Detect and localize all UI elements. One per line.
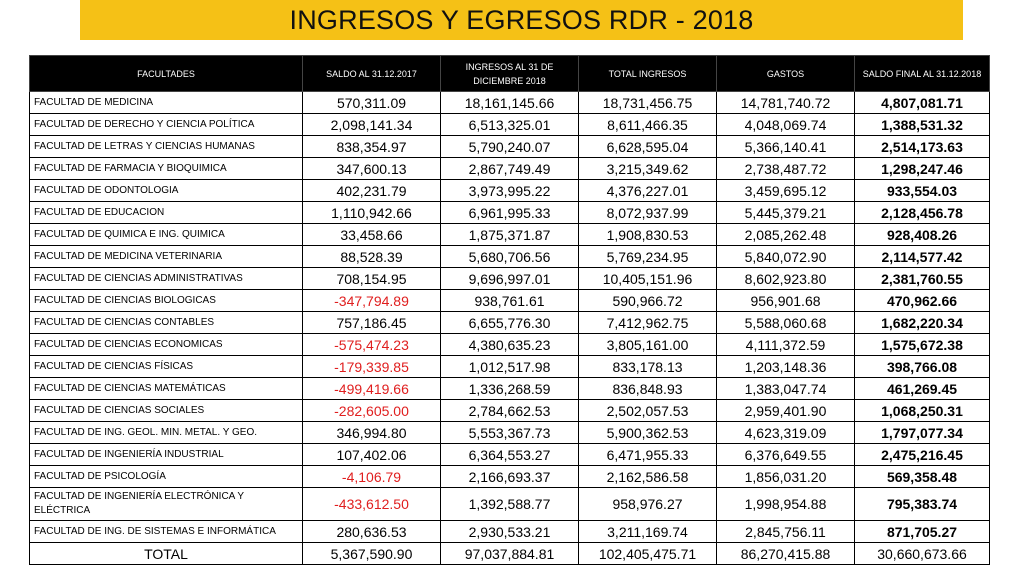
- row-saldo-final: 398,766.08: [855, 356, 990, 378]
- total-row: [30, 543, 990, 565]
- row-gastos: 14,781,740.72: [717, 92, 855, 114]
- table-row: [30, 202, 990, 224]
- row-saldo-2017: 708,154.95: [303, 268, 441, 290]
- row-facultad: FACULTAD DE ING. DE SISTEMAS E INFORMÁTICA: [30, 521, 303, 543]
- row-saldo-2017: 88,528.39: [303, 246, 441, 268]
- row-ingresos-2018: 1,875,371.87: [441, 224, 579, 246]
- row-gastos: 2,959,401.90: [717, 400, 855, 422]
- col-header-facultades: FACULTADES: [30, 56, 303, 92]
- row-saldo-final: 461,269.45: [855, 378, 990, 400]
- row-saldo-final: 4,807,081.71: [855, 92, 990, 114]
- row-saldo-2017: -347,794.89: [303, 290, 441, 312]
- row-saldo-final: 2,381,760.55: [855, 268, 990, 290]
- row-facultad: FACULTAD DE INGENIERÍA INDUSTRIAL: [30, 444, 303, 466]
- row-saldo-final: 871,705.27: [855, 521, 990, 543]
- row-total-ingresos: 8,611,466.35: [579, 114, 717, 136]
- row-total-ingresos: 5,769,234.95: [579, 246, 717, 268]
- row-ingresos-2018: 9,696,997.01: [441, 268, 579, 290]
- table-row: [30, 158, 990, 180]
- row-gastos: 956,901.68: [717, 290, 855, 312]
- row-saldo-2017: 402,231.79: [303, 180, 441, 202]
- table-body: [30, 92, 990, 543]
- row-saldo-2017: 1,110,942.66: [303, 202, 441, 224]
- row-saldo-final: 1,388,531.32: [855, 114, 990, 136]
- row-saldo-2017: 347,600.13: [303, 158, 441, 180]
- row-gastos: 5,445,379.21: [717, 202, 855, 224]
- row-gastos: 1,998,954.88: [717, 488, 855, 521]
- row-gastos: 5,366,140.41: [717, 136, 855, 158]
- row-gastos: 5,588,060.68: [717, 312, 855, 334]
- row-total-ingresos: 6,628,595.04: [579, 136, 717, 158]
- row-saldo-2017: -575,474.23: [303, 334, 441, 356]
- row-saldo-2017: 346,994.80: [303, 422, 441, 444]
- row-saldo-final: 1,797,077.34: [855, 422, 990, 444]
- row-saldo-2017: -499,419.66: [303, 378, 441, 400]
- row-facultad: FACULTAD DE FARMACIA Y BIOQUIMICA: [30, 158, 303, 180]
- row-facultad: FACULTAD DE CIENCIAS BIOLOGICAS: [30, 290, 303, 312]
- row-total-ingresos: 1,908,830.53: [579, 224, 717, 246]
- table-row: [30, 378, 990, 400]
- row-total-ingresos: 2,162,586.58: [579, 466, 717, 488]
- row-total-ingresos: 8,072,937.99: [579, 202, 717, 224]
- table-row: [30, 114, 990, 136]
- row-saldo-2017: 33,458.66: [303, 224, 441, 246]
- row-facultad: FACULTAD DE ODONTOLOGIA: [30, 180, 303, 202]
- row-total-ingresos: 10,405,151.96: [579, 268, 717, 290]
- row-ingresos-2018: 2,930,533.21: [441, 521, 579, 543]
- row-gastos: 1,856,031.20: [717, 466, 855, 488]
- row-saldo-2017: -282,605.00: [303, 400, 441, 422]
- row-total-ingresos: 836,848.93: [579, 378, 717, 400]
- table-row: [30, 334, 990, 356]
- row-total-ingresos: 4,376,227.01: [579, 180, 717, 202]
- table-row: [30, 268, 990, 290]
- row-saldo-2017: -4,106.79: [303, 466, 441, 488]
- row-saldo-final: 2,128,456.78: [855, 202, 990, 224]
- row-saldo-final: 928,408.26: [855, 224, 990, 246]
- col-header-saldo-2017: SALDO AL 31.12.2017: [303, 56, 441, 92]
- table-row: [30, 180, 990, 202]
- row-ingresos-2018: 5,790,240.07: [441, 136, 579, 158]
- row-ingresos-2018: 6,961,995.33: [441, 202, 579, 224]
- table-row: [30, 400, 990, 422]
- row-ingresos-2018: 5,553,367.73: [441, 422, 579, 444]
- row-gastos: 1,383,047.74: [717, 378, 855, 400]
- table-row: [30, 466, 990, 488]
- row-gastos: 2,845,756.11: [717, 521, 855, 543]
- row-total-ingresos: 3,215,349.62: [579, 158, 717, 180]
- table-row: [30, 312, 990, 334]
- row-ingresos-2018: 3,973,995.22: [441, 180, 579, 202]
- row-total-ingresos: 2,502,057.53: [579, 400, 717, 422]
- row-facultad: FACULTAD DE ING. GEOL. MIN. METAL. Y GEO.: [30, 422, 303, 444]
- row-saldo-2017: 838,354.97: [303, 136, 441, 158]
- row-saldo-final: 569,358.48: [855, 466, 990, 488]
- row-ingresos-2018: 1,012,517.98: [441, 356, 579, 378]
- row-saldo-final: 470,962.66: [855, 290, 990, 312]
- row-ingresos-2018: 4,380,635.23: [441, 334, 579, 356]
- table-row: [30, 224, 990, 246]
- row-total-ingresos: 590,966.72: [579, 290, 717, 312]
- row-total-ingresos: 5,900,362.53: [579, 422, 717, 444]
- income-expense-table: [29, 55, 990, 565]
- row-facultad: FACULTAD DE CIENCIAS CONTABLES: [30, 312, 303, 334]
- row-ingresos-2018: 1,392,588.77: [441, 488, 579, 521]
- row-facultad: FACULTAD DE PSICOLOGÍA: [30, 466, 303, 488]
- row-facultad: FACULTAD DE INGENIERÍA ELECTRÓNICA Y ELÉCTRICA: [30, 488, 303, 521]
- row-facultad: FACULTAD DE MEDICINA: [30, 92, 303, 114]
- row-facultad: FACULTAD DE QUIMICA E ING. QUIMICA: [30, 224, 303, 246]
- total-saldo: 5,367,590.90: [303, 543, 441, 565]
- row-saldo-2017: 107,402.06: [303, 444, 441, 466]
- table-row: [30, 444, 990, 466]
- row-total-ingresos: 7,412,962.75: [579, 312, 717, 334]
- table-row: [30, 422, 990, 444]
- row-ingresos-2018: 18,161,145.66: [441, 92, 579, 114]
- total-label: TOTAL: [30, 543, 303, 565]
- row-facultad: FACULTAD DE CIENCIAS FÍSICAS: [30, 356, 303, 378]
- col-header-total-ingresos: TOTAL INGRESOS: [579, 56, 717, 92]
- row-saldo-2017: 757,186.45: [303, 312, 441, 334]
- row-saldo-2017: 280,636.53: [303, 521, 441, 543]
- row-gastos: 2,085,262.48: [717, 224, 855, 246]
- row-gastos: 5,840,072.90: [717, 246, 855, 268]
- row-saldo-final: 933,554.03: [855, 180, 990, 202]
- row-facultad: FACULTAD DE CIENCIAS ADMINISTRATIVAS: [30, 268, 303, 290]
- row-gastos: 4,048,069.74: [717, 114, 855, 136]
- col-header-gastos: GASTOS: [717, 56, 855, 92]
- row-gastos: 3,459,695.12: [717, 180, 855, 202]
- row-saldo-final: 1,682,220.34: [855, 312, 990, 334]
- total-ingresos: 97,037,884.81: [441, 543, 579, 565]
- row-ingresos-2018: 2,166,693.37: [441, 466, 579, 488]
- row-gastos: 4,111,372.59: [717, 334, 855, 356]
- row-saldo-2017: 570,311.09: [303, 92, 441, 114]
- row-saldo-final: 2,514,173.63: [855, 136, 990, 158]
- total-final: 30,660,673.66: [855, 543, 990, 565]
- table-row: [30, 488, 990, 521]
- row-total-ingresos: 18,731,456.75: [579, 92, 717, 114]
- row-ingresos-2018: 1,336,268.59: [441, 378, 579, 400]
- table-row: [30, 246, 990, 268]
- row-ingresos-2018: 6,364,553.27: [441, 444, 579, 466]
- row-saldo-2017: 2,098,141.34: [303, 114, 441, 136]
- row-gastos: 2,738,487.72: [717, 158, 855, 180]
- table-row: [30, 136, 990, 158]
- row-gastos: 4,623,319.09: [717, 422, 855, 444]
- row-ingresos-2018: 2,784,662.53: [441, 400, 579, 422]
- row-facultad: FACULTAD DE LETRAS Y CIENCIAS HUMANAS: [30, 136, 303, 158]
- row-total-ingresos: 3,211,169.74: [579, 521, 717, 543]
- row-facultad: FACULTAD DE CIENCIAS SOCIALES: [30, 400, 303, 422]
- row-gastos: 8,602,923.80: [717, 268, 855, 290]
- row-ingresos-2018: 5,680,706.56: [441, 246, 579, 268]
- row-facultad: FACULTAD DE CIENCIAS MATEMÁTICAS: [30, 378, 303, 400]
- row-saldo-final: 2,114,577.42: [855, 246, 990, 268]
- row-facultad: FACULTAD DE MEDICINA VETERINARIA: [30, 246, 303, 268]
- row-gastos: 6,376,649.55: [717, 444, 855, 466]
- col-header-ingresos-2018: INGRESOS AL 31 DE DICIEMBRE 2018: [441, 56, 579, 92]
- row-saldo-2017: -433,612.50: [303, 488, 441, 521]
- row-total-ingresos: 833,178.13: [579, 356, 717, 378]
- row-facultad: FACULTAD DE CIENCIAS ECONOMICAS: [30, 334, 303, 356]
- row-ingresos-2018: 6,655,776.30: [441, 312, 579, 334]
- row-facultad: FACULTAD DE DERECHO Y CIENCIA POLÍTICA: [30, 114, 303, 136]
- table-row: [30, 92, 990, 114]
- row-ingresos-2018: 938,761.61: [441, 290, 579, 312]
- row-ingresos-2018: 2,867,749.49: [441, 158, 579, 180]
- total-total-ingresos: 102,405,475.71: [579, 543, 717, 565]
- row-ingresos-2018: 6,513,325.01: [441, 114, 579, 136]
- row-total-ingresos: 6,471,955.33: [579, 444, 717, 466]
- row-saldo-2017: -179,339.85: [303, 356, 441, 378]
- table-row: [30, 521, 990, 543]
- row-saldo-final: 1,068,250.31: [855, 400, 990, 422]
- row-saldo-final: 2,475,216.45: [855, 444, 990, 466]
- row-saldo-final: 1,575,672.38: [855, 334, 990, 356]
- header-row: [30, 56, 990, 92]
- total-gastos: 86,270,415.88: [717, 543, 855, 565]
- col-header-saldo-final: SALDO FINAL AL 31.12.2018: [855, 56, 990, 92]
- row-facultad: FACULTAD DE EDUCACION: [30, 202, 303, 224]
- row-total-ingresos: 958,976.27: [579, 488, 717, 521]
- table-row: [30, 356, 990, 378]
- page-title: INGRESOS Y EGRESOS RDR - 2018: [289, 4, 754, 35]
- row-gastos: 1,203,148.36: [717, 356, 855, 378]
- row-saldo-final: 795,383.74: [855, 488, 990, 521]
- row-saldo-final: 1,298,247.46: [855, 158, 990, 180]
- title-bar: [80, 0, 963, 40]
- table-row: [30, 290, 990, 312]
- row-total-ingresos: 3,805,161.00: [579, 334, 717, 356]
